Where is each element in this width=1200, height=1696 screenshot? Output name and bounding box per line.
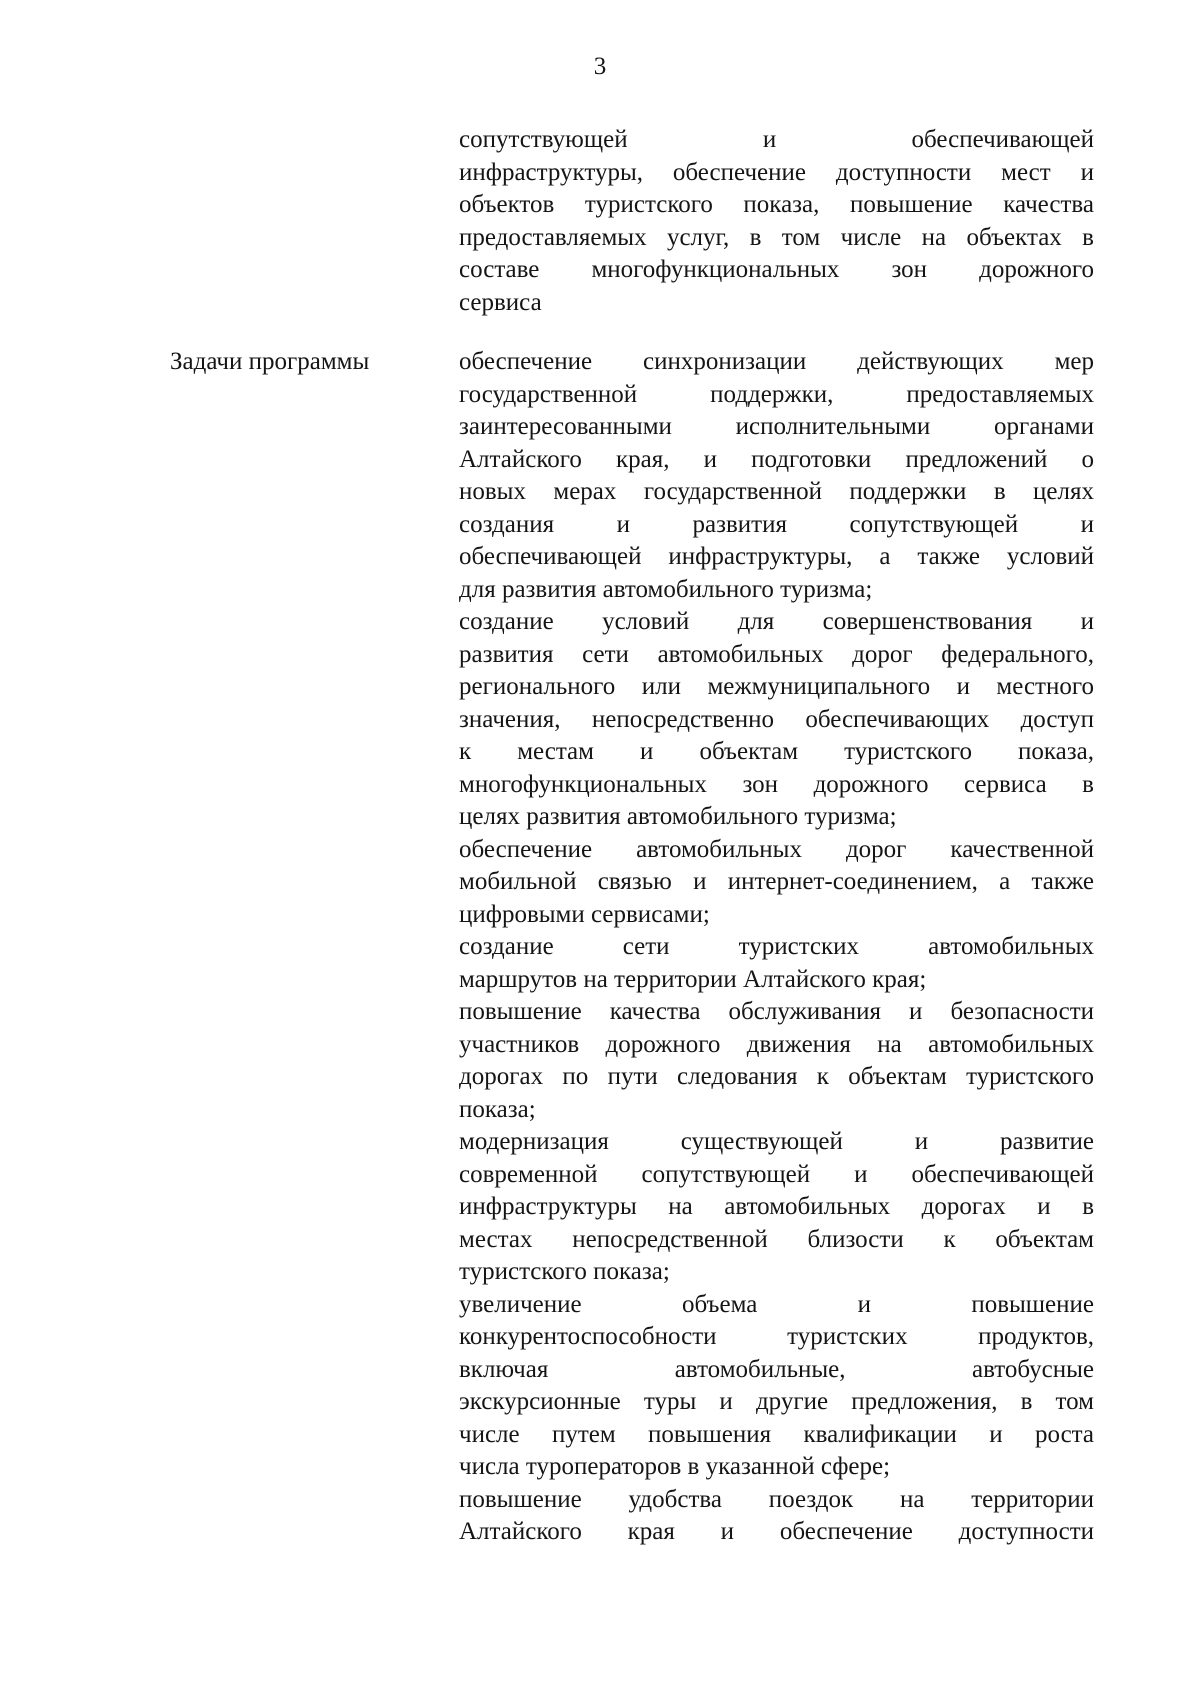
text-line: для развития автомобильного туризма; xyxy=(459,575,873,603)
text-line: создание условий для совершенствования и xyxy=(459,608,1094,635)
text-line: новых мерах государственной поддержки в целях xyxy=(459,478,1094,505)
text-line: повышение удобства поездок на территории xyxy=(459,1485,1094,1513)
text-line: заинтересованными исполнительными органами xyxy=(459,413,1094,440)
text-line: сопутствующей и обеспечивающей xyxy=(459,126,1094,153)
page-number: 3 xyxy=(593,53,607,80)
text-line: объектов туристского показа, повышение качества xyxy=(459,191,1094,218)
text-line: регионального или межмуниципального и местного xyxy=(459,673,1094,700)
text-line: туристского показа; xyxy=(459,1258,670,1285)
text-line: участников дорожного движения на автомобильных xyxy=(459,1030,1094,1058)
text-line: составе многофункциональных зон дорожного xyxy=(459,256,1094,283)
text-line: значения, непосредственно обеспечивающих доступ xyxy=(459,705,1094,733)
text-line: Алтайского края, и подготовки предложений о xyxy=(459,445,1094,473)
text-line: к местам и объектам туристского показа, xyxy=(459,738,1094,765)
text-line: дорогах по пути следования к объектам туристского xyxy=(459,1063,1094,1090)
text-line: показа; xyxy=(459,1095,536,1123)
tasks-text-block xyxy=(459,346,1094,1549)
text-line: многофункциональных зон дорожного сервиса в xyxy=(459,770,1094,798)
text-line: создания и развития сопутствующей и xyxy=(459,510,1094,538)
text-line: увеличение объема и повышение xyxy=(459,1290,1094,1318)
text-line: числе путем повышения квалификации и роста xyxy=(459,1420,1094,1448)
tasks-label: Задачи программы xyxy=(170,348,370,375)
text-line: экскурсионные туры и другие предложения, в том xyxy=(459,1388,1094,1415)
text-line: создание сети туристских автомобильных xyxy=(459,933,1094,960)
text-line: современной сопутствующей и обеспечивающей xyxy=(459,1160,1094,1188)
text-line: обеспечивающей инфраструктуры, а также условий xyxy=(459,543,1094,570)
text-line: повышение качества обслуживания и безопасности xyxy=(459,998,1094,1025)
text-line: цифровыми сервисами; xyxy=(459,900,710,928)
text-line: числа туроператоров в указанной сфере; xyxy=(459,1453,891,1480)
text-line: инфраструктуры, обеспечение доступности мест и xyxy=(459,158,1094,186)
text-line: развития сети автомобильных дорог федерального, xyxy=(459,640,1094,668)
text-line: государственной поддержки, предоставляемых xyxy=(459,380,1094,408)
text-line: Алтайского края и обеспечение доступности xyxy=(459,1518,1094,1545)
text-line: обеспечение синхронизации действующих мер xyxy=(459,348,1094,375)
top-text-block xyxy=(459,124,1094,319)
text-line: инфраструктуры на автомобильных дорогах и в xyxy=(459,1193,1094,1220)
text-line: мобильной связью и интернет-соединением, а также xyxy=(459,868,1094,895)
text-line: модернизация существующей и развитие xyxy=(459,1128,1094,1155)
text-line: целях развития автомобильного туризма; xyxy=(459,803,897,830)
text-line: включая автомобильные, автобусные xyxy=(459,1355,1094,1383)
text-line: предоставляемых услуг, в том числе на объектах в xyxy=(459,223,1094,251)
text-line: обеспечение автомобильных дорог качественной xyxy=(459,835,1094,863)
text-line: конкурентоспособности туристских продуктов, xyxy=(459,1323,1094,1350)
text-line: маршрутов на территории Алтайского края; xyxy=(459,965,927,993)
text-line: сервиса xyxy=(459,288,542,316)
text-line: местах непосредственной близости к объектам xyxy=(459,1225,1094,1253)
